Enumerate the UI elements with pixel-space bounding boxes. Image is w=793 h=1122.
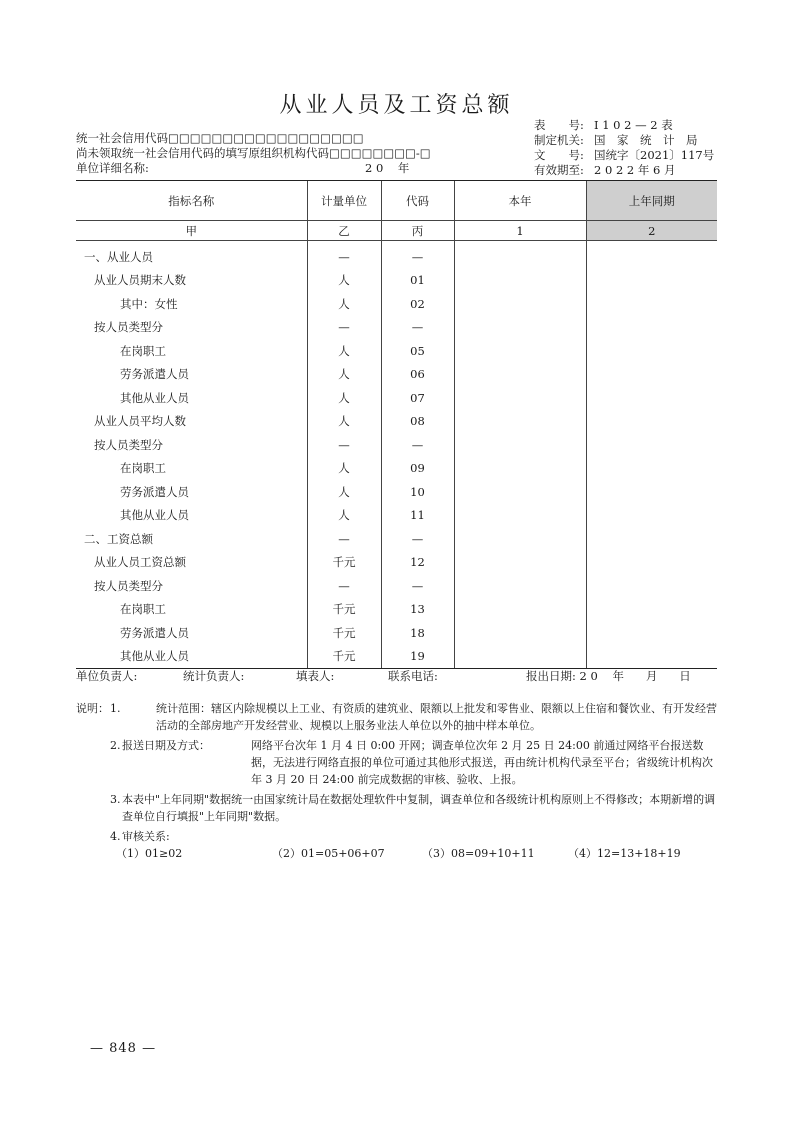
row-this-year-value[interactable] xyxy=(454,598,586,622)
row-indicator-name: 劳务派遣人员 xyxy=(120,484,189,499)
subheader-bing: 丙 xyxy=(381,221,454,241)
row-unit: — xyxy=(307,574,381,598)
table-no-label: 表 号: xyxy=(534,118,584,132)
report-year: 2 0 年 xyxy=(365,161,410,175)
row-code: — xyxy=(381,316,454,340)
row-indicator-name: 从业人员工资总额 xyxy=(94,555,186,570)
row-this-year-value[interactable] xyxy=(454,363,586,387)
note-2-lead: 报送日期及方式： xyxy=(122,739,210,752)
audit-relations xyxy=(76,845,721,862)
row-this-year-value[interactable] xyxy=(454,316,586,340)
note-4-number: 4. xyxy=(110,830,121,843)
row-code: 10 xyxy=(381,480,454,504)
stat-head-label: 统计负责人: xyxy=(183,669,245,683)
org-code-line: 尚未领取统一社会信用代码的填写原组织机构代码□□□□□□□□-□ xyxy=(76,146,431,160)
row-indicator-name: 在岗职工 xyxy=(120,343,166,358)
table-row xyxy=(76,363,717,387)
row-indicator-name: 其中：女性 xyxy=(120,296,178,311)
row-this-year-value[interactable] xyxy=(454,527,586,551)
row-code: — xyxy=(381,527,454,551)
header-code: 代码 xyxy=(381,181,454,221)
row-last-year-value[interactable] xyxy=(586,457,717,481)
note-2-number: 2. xyxy=(110,739,121,752)
row-code: 13 xyxy=(381,598,454,622)
table-row xyxy=(76,269,717,293)
row-unit: — xyxy=(307,316,381,340)
row-indicator-name: 从业人员平均人数 xyxy=(94,414,186,429)
table-row xyxy=(76,527,717,551)
row-last-year-value[interactable] xyxy=(586,433,717,457)
row-indicator-name: 劳务派遣人员 xyxy=(120,625,189,640)
row-unit: — xyxy=(307,241,381,269)
row-unit: 人 xyxy=(307,269,381,293)
row-unit: 千元 xyxy=(307,645,381,669)
row-this-year-value[interactable] xyxy=(454,339,586,363)
row-this-year-value[interactable] xyxy=(454,645,586,669)
row-last-year-value[interactable] xyxy=(586,527,717,551)
row-code: 09 xyxy=(381,457,454,481)
row-unit: 人 xyxy=(307,386,381,410)
authority: 国 家 统 计 局 xyxy=(594,133,698,147)
row-this-year-value[interactable] xyxy=(454,551,586,575)
subheader-1: 1 xyxy=(454,221,586,241)
row-this-year-value[interactable] xyxy=(454,269,586,293)
table-row xyxy=(76,316,717,340)
row-unit: — xyxy=(307,527,381,551)
table-row xyxy=(76,339,717,363)
row-last-year-value[interactable] xyxy=(586,504,717,528)
table-row xyxy=(76,598,717,622)
row-this-year-value[interactable] xyxy=(454,292,586,316)
row-this-year-value[interactable] xyxy=(454,241,586,269)
row-indicator-name: 按人员类型分 xyxy=(94,320,163,335)
row-unit: 千元 xyxy=(307,598,381,622)
row-this-year-value[interactable] xyxy=(454,457,586,481)
row-last-year-value[interactable] xyxy=(586,410,717,434)
table-row xyxy=(76,457,717,481)
row-code: 07 xyxy=(381,386,454,410)
row-last-year-value[interactable] xyxy=(586,292,717,316)
row-indicator-name: 一、从业人员 xyxy=(84,249,153,264)
doc-label: 文 号: xyxy=(534,148,584,162)
row-code: 12 xyxy=(381,551,454,575)
unit-name-label: 单位详细名称: xyxy=(76,161,149,175)
note-2-text: 网络平台次年 1 月 4 日 0:00 开网；调查单位次年 2 月 25 日 24:00 前通过网络平台报送数据，无法进行网络直报的单位可通过其他形式报送，再由统计机构代录至平台；省级统计机构次年 3 月 20 日 24:00 前完成数据的审核、验收、上报。 xyxy=(251,739,713,786)
audit-rule-2: （2）01=05+06+07 xyxy=(272,847,385,860)
table-row xyxy=(76,410,717,434)
page-title: 从业人员及工资总额 xyxy=(279,93,514,118)
note-1-number: 1. xyxy=(110,702,121,715)
subheader-2: 2 xyxy=(586,221,717,241)
row-this-year-value[interactable] xyxy=(454,410,586,434)
row-code: — xyxy=(381,574,454,598)
page-number: — 848 — xyxy=(90,1041,157,1056)
row-last-year-value[interactable] xyxy=(586,363,717,387)
row-last-year-value[interactable] xyxy=(586,269,717,293)
row-unit: 人 xyxy=(307,480,381,504)
table-row xyxy=(76,292,717,316)
row-indicator-name: 其他从业人员 xyxy=(120,508,189,523)
authority-label: 制定机关: xyxy=(534,133,584,147)
row-indicator-name: 在岗职工 xyxy=(120,602,166,617)
statistics-table xyxy=(76,180,717,669)
doc-number: 国统字〔2021〕117号 xyxy=(594,148,715,162)
row-unit: — xyxy=(307,433,381,457)
row-last-year-value[interactable] xyxy=(586,645,717,669)
row-code: 06 xyxy=(381,363,454,387)
row-unit: 人 xyxy=(307,457,381,481)
row-indicator-name: 按人员类型分 xyxy=(94,437,163,452)
row-this-year-value[interactable] xyxy=(454,433,586,457)
report-date: 报出日期: 2 0 年 月 日 xyxy=(526,669,691,683)
row-last-year-value[interactable] xyxy=(586,621,717,645)
row-unit: 人 xyxy=(307,292,381,316)
row-code: 11 xyxy=(381,504,454,528)
note-3-number: 3. xyxy=(110,793,121,806)
row-code: 08 xyxy=(381,410,454,434)
notes-label: 说明： xyxy=(76,702,109,715)
audit-rule-4: （4）12=13+18+19 xyxy=(568,847,681,860)
row-this-year-value[interactable] xyxy=(454,574,586,598)
row-this-year-value[interactable] xyxy=(454,621,586,645)
credit-code-line: 统一社会信用代码□□□□□□□□□□□□□□□□□□ xyxy=(76,131,364,145)
table-row xyxy=(76,621,717,645)
unit-head-label: 单位负责人: xyxy=(76,669,138,683)
row-last-year-value[interactable] xyxy=(586,480,717,504)
header-this-year: 本年 xyxy=(454,181,586,221)
row-unit: 人 xyxy=(307,363,381,387)
table-row xyxy=(76,645,717,669)
table-row xyxy=(76,241,717,269)
row-last-year-value[interactable] xyxy=(586,316,717,340)
row-last-year-value[interactable] xyxy=(586,574,717,598)
row-code: — xyxy=(381,433,454,457)
row-code: — xyxy=(381,241,454,269)
table-row xyxy=(76,574,717,598)
row-indicator-name: 劳务派遣人员 xyxy=(120,367,189,382)
table-row xyxy=(76,551,717,575)
table-row xyxy=(76,480,717,504)
row-indicator-name: 二、工资总额 xyxy=(84,531,153,546)
subheader-jia: 甲 xyxy=(76,221,307,241)
row-code: 01 xyxy=(381,269,454,293)
row-code: 05 xyxy=(381,339,454,363)
valid-label: 有效期至: xyxy=(534,163,584,177)
valid-until: 2 0 2 2 年 6 月 xyxy=(594,163,676,177)
table-row xyxy=(76,504,717,528)
row-unit: 人 xyxy=(307,339,381,363)
row-last-year-value[interactable] xyxy=(586,241,717,269)
row-unit: 人 xyxy=(307,504,381,528)
header-last-year: 上年同期 xyxy=(586,181,717,221)
row-indicator-name: 在岗职工 xyxy=(120,461,166,476)
row-last-year-value[interactable] xyxy=(586,386,717,410)
note-4-text: 审核关系: xyxy=(122,830,170,843)
row-indicator-name: 从业人员期末人数 xyxy=(94,273,186,288)
row-indicator-name: 其他从业人员 xyxy=(120,390,189,405)
row-this-year-value[interactable] xyxy=(454,504,586,528)
row-this-year-value[interactable] xyxy=(454,386,586,410)
row-last-year-value[interactable] xyxy=(586,339,717,363)
row-code: 19 xyxy=(381,645,454,669)
row-unit: 千元 xyxy=(307,621,381,645)
filler-label: 填表人: xyxy=(296,669,335,683)
notes-section xyxy=(76,700,721,862)
row-indicator-name: 按人员类型分 xyxy=(94,578,163,593)
table-no: I 1 0 2 — 2 表 xyxy=(594,118,673,132)
row-unit: 人 xyxy=(307,410,381,434)
row-last-year-value[interactable] xyxy=(586,551,717,575)
table-row xyxy=(76,386,717,410)
note-1-text: 统计范围：辖区内除规模以上工业、有资质的建筑业、限额以上批发和零售业、限额以上住宿和餐饮业、有开发经营活动的全部房地产开发经营业、规模以上服务业法人单位以外的抽中样本单位。 xyxy=(156,702,717,732)
header-unit: 计量单位 xyxy=(307,181,381,221)
header-indicator: 指标名称 xyxy=(76,181,307,221)
row-unit: 千元 xyxy=(307,551,381,575)
row-indicator-name: 其他从业人员 xyxy=(76,645,307,669)
audit-rule-3: （3）08=09+10+11 xyxy=(422,847,535,860)
phone-label: 联系电话: xyxy=(388,669,438,683)
row-last-year-value[interactable] xyxy=(586,598,717,622)
row-code: 02 xyxy=(381,292,454,316)
table-row xyxy=(76,433,717,457)
audit-rule-1: （1）01≥02 xyxy=(116,847,183,860)
row-code: 18 xyxy=(381,621,454,645)
row-this-year-value[interactable] xyxy=(454,480,586,504)
subheader-yi: 乙 xyxy=(307,221,381,241)
note-3-text: 本表中"上年同期"数据统一由国家统计局在数据处理软件中复制，调查单位和各级统计机构原则上不得修改；本期新增的调查单位自行填报"上年同期"数据。 xyxy=(122,793,716,823)
